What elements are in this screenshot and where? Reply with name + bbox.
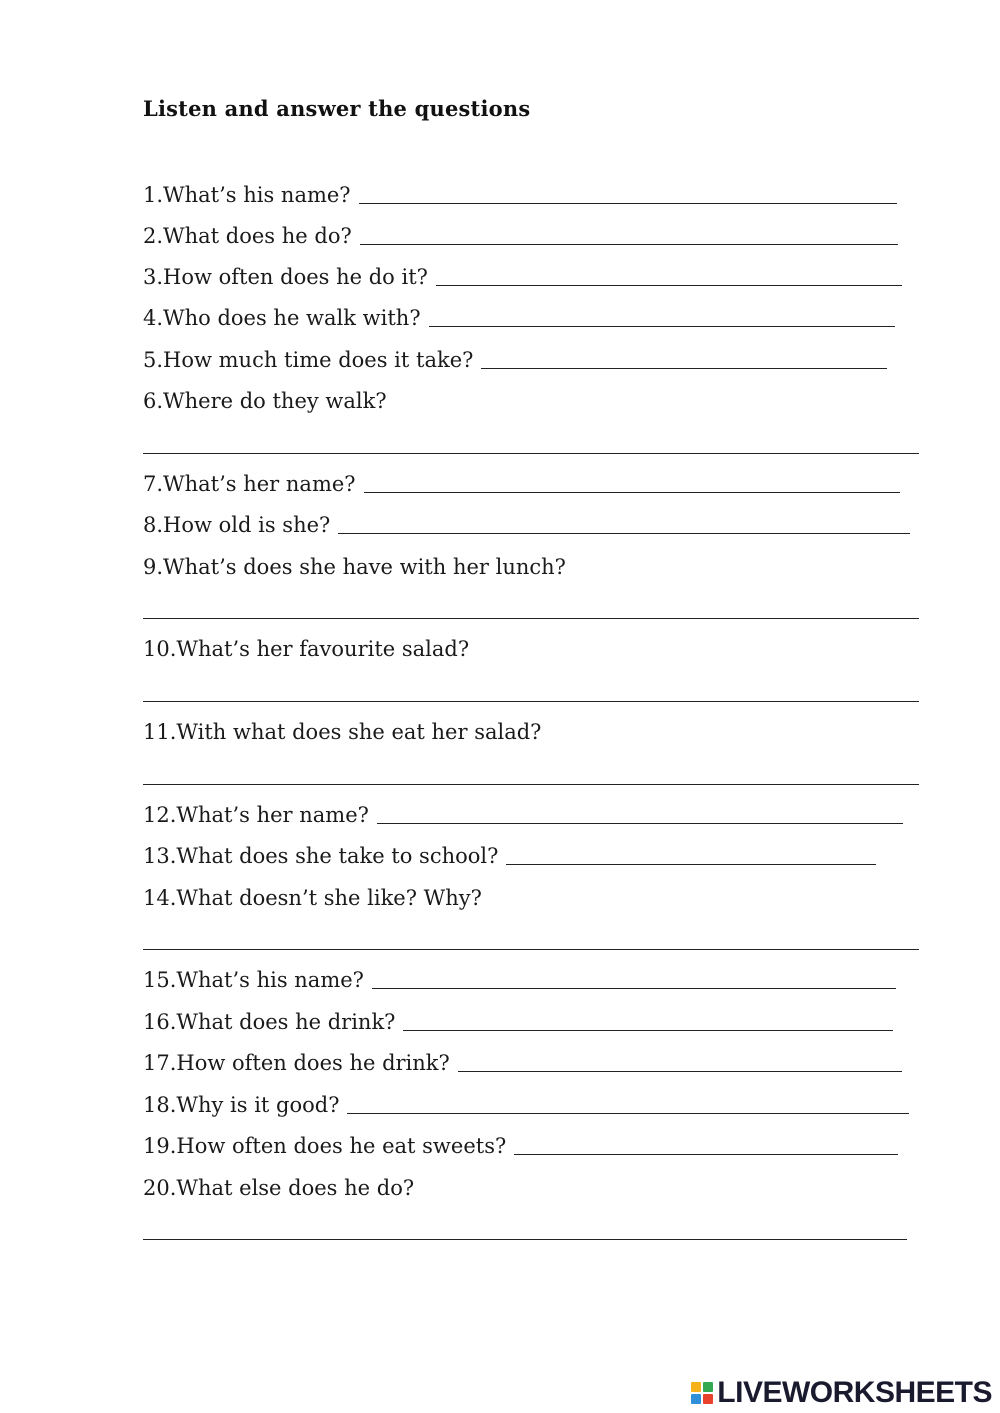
question-16 bbox=[143, 1008, 893, 1036]
question-label: 3.How often does he do it? bbox=[143, 265, 428, 289]
question-8 bbox=[143, 511, 910, 539]
liveworksheets-logo bbox=[691, 1376, 992, 1410]
question-label: 4.Who does he walk with? bbox=[143, 306, 421, 330]
answer-8-input[interactable] bbox=[338, 511, 910, 534]
question-4 bbox=[143, 304, 895, 332]
question-label: 16.What does he drink? bbox=[143, 1010, 396, 1034]
question-14 bbox=[143, 884, 482, 912]
answer-14-input[interactable] bbox=[143, 925, 919, 950]
question-6 bbox=[143, 387, 387, 415]
answer-7-input[interactable] bbox=[364, 470, 900, 493]
answer-10-input[interactable] bbox=[143, 677, 919, 702]
answer-17-input[interactable] bbox=[458, 1049, 902, 1072]
question-17 bbox=[143, 1049, 902, 1077]
answer-15-input[interactable] bbox=[372, 966, 896, 989]
question-12 bbox=[143, 801, 903, 829]
logo-square-red bbox=[703, 1394, 713, 1404]
answer-6-input[interactable] bbox=[143, 429, 919, 454]
answer-4-input[interactable] bbox=[429, 304, 895, 327]
answer-5-input[interactable] bbox=[481, 346, 887, 369]
question-label: 18.Why is it good? bbox=[143, 1093, 340, 1117]
answer-19-input[interactable] bbox=[514, 1132, 898, 1155]
question-label: 9.What’s does she have with her lunch? bbox=[143, 555, 566, 579]
question-2 bbox=[143, 222, 898, 250]
question-label: 19.How often does he eat sweets? bbox=[143, 1134, 507, 1158]
question-label: 12.What’s her name? bbox=[143, 803, 369, 827]
question-18 bbox=[143, 1091, 909, 1119]
question-label: 17.How often does he drink? bbox=[143, 1051, 450, 1075]
answer-13-input[interactable] bbox=[506, 842, 876, 865]
logo-square-yellow bbox=[691, 1382, 701, 1392]
logo-square-blue bbox=[691, 1394, 701, 1404]
answer-3-input[interactable] bbox=[436, 263, 902, 286]
question-label: 7.What’s her name? bbox=[143, 472, 356, 496]
question-label: 13.What does she take to school? bbox=[143, 844, 499, 868]
logo-squares-icon bbox=[691, 1382, 713, 1404]
answer-11-input[interactable] bbox=[143, 760, 919, 785]
question-5 bbox=[143, 346, 887, 374]
question-3 bbox=[143, 263, 902, 291]
question-label: 20.What else does he do? bbox=[143, 1176, 415, 1200]
question-15 bbox=[143, 966, 896, 994]
logo-square-green bbox=[703, 1382, 713, 1392]
logo-text: LIVEWORKSHEETS bbox=[717, 1376, 992, 1409]
question-13 bbox=[143, 842, 876, 870]
question-label: 2.What does he do? bbox=[143, 224, 352, 248]
question-1 bbox=[143, 181, 897, 209]
answer-9-input[interactable] bbox=[143, 594, 919, 619]
answer-18-input[interactable] bbox=[347, 1091, 909, 1114]
question-label: 14.What doesn’t she like? Why? bbox=[143, 886, 482, 910]
answer-12-input[interactable] bbox=[377, 801, 903, 824]
question-19 bbox=[143, 1132, 898, 1160]
answer-2-input[interactable] bbox=[360, 222, 898, 245]
question-label: 6.Where do they walk? bbox=[143, 389, 387, 413]
question-label: 11.With what does she eat her salad? bbox=[143, 720, 542, 744]
question-label: 15.What’s his name? bbox=[143, 968, 364, 992]
question-20 bbox=[143, 1174, 414, 1202]
worksheet-title: Listen and answer the questions bbox=[143, 96, 531, 121]
question-label: 8.How old is she? bbox=[143, 513, 331, 537]
answer-1-input[interactable] bbox=[359, 181, 897, 204]
question-label: 1.What’s his name? bbox=[143, 183, 351, 207]
question-10 bbox=[143, 635, 469, 663]
answer-16-input[interactable] bbox=[403, 1008, 893, 1031]
question-label: 5.How much time does it take? bbox=[143, 348, 474, 372]
question-11 bbox=[143, 718, 541, 746]
question-7 bbox=[143, 470, 900, 498]
question-9 bbox=[143, 553, 566, 581]
answer-20-input[interactable] bbox=[143, 1215, 907, 1240]
question-label: 10.What’s her favourite salad? bbox=[143, 637, 470, 661]
